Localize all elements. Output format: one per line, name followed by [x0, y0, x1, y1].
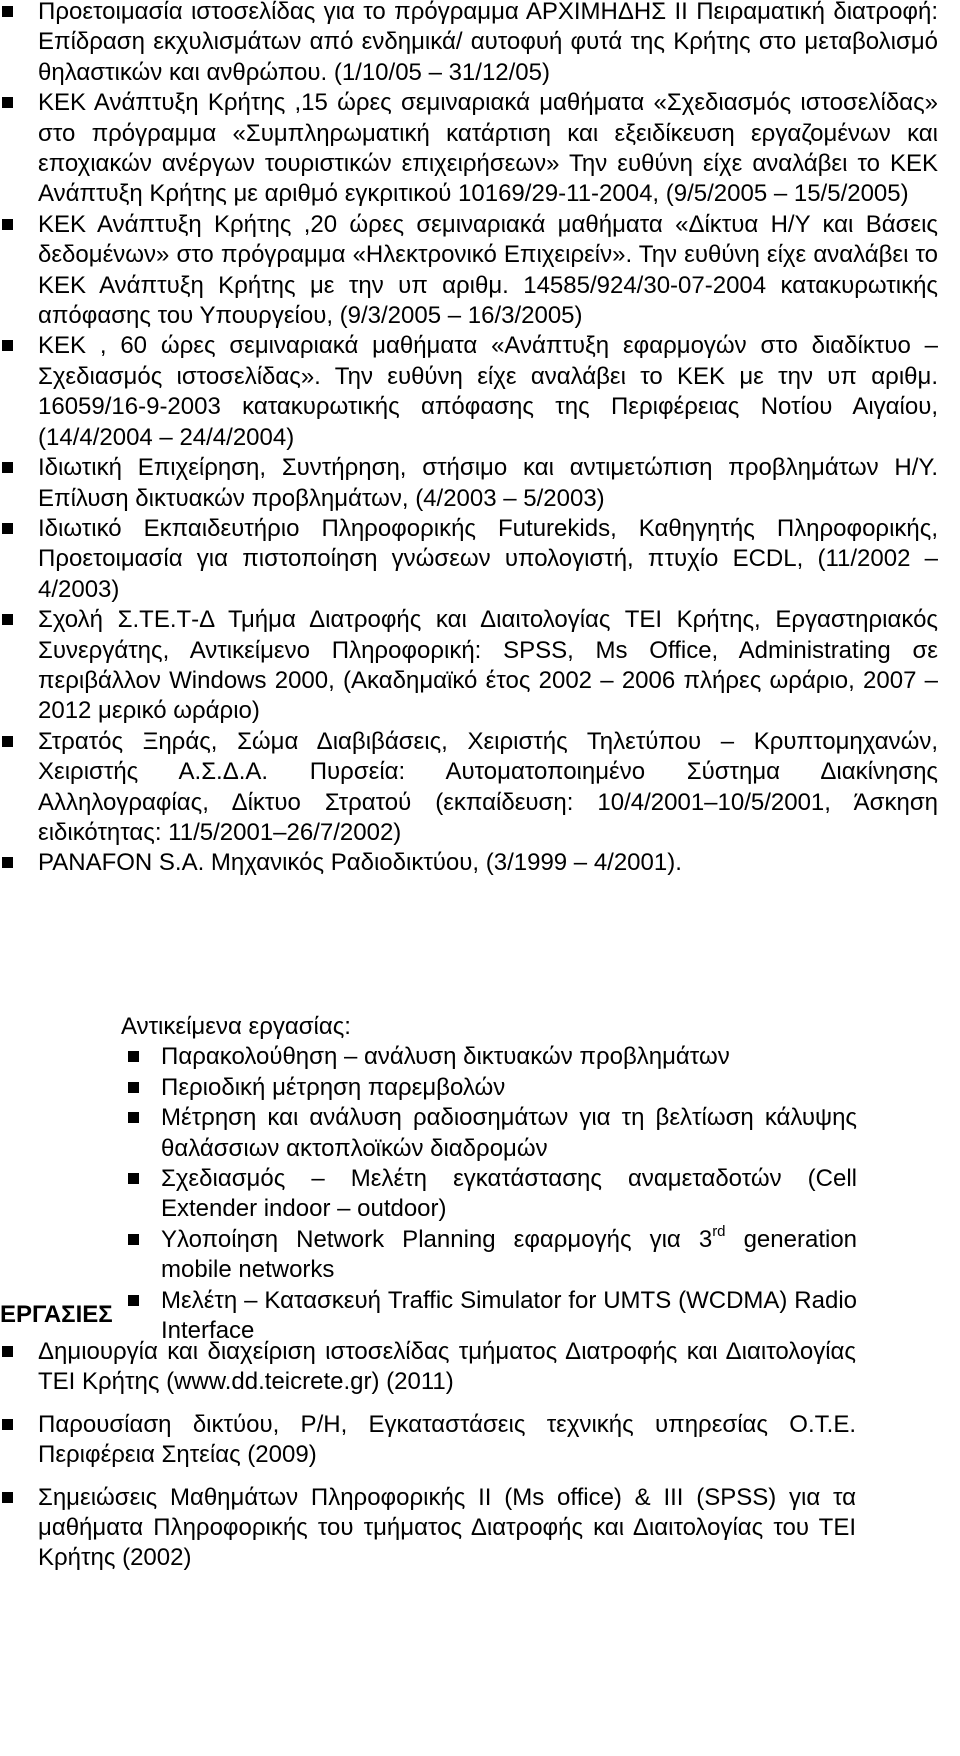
experience-item [38, 210, 938, 332]
experience-item [38, 727, 938, 849]
ordinal-superscript: rd [712, 1222, 726, 1240]
square-bullet-icon [2, 736, 13, 747]
square-bullet-icon [128, 1295, 139, 1306]
work-object-text: Μελέτη – Κατασκευή Traffic Simulator for UMTS (WCDMA) Radio Interface [161, 1286, 857, 1345]
square-bullet-icon [128, 1082, 139, 1093]
work-object-text: Περιοδική μέτρηση παρεμβολών [161, 1073, 506, 1101]
network-planning-text-end: generation mobile networks [161, 1225, 858, 1284]
work-object-item [161, 1042, 857, 1072]
work-objects-list [161, 1042, 857, 1346]
experience-item-text: Σχολή Σ.ΤΕ.Τ-Δ Τμήμα Διατροφής και Διαιτολογίας ΤΕΙ Κρήτης, Εργαστηριακός Συνεργάτης, Αντικείμενο Πληροφορική: SPSS, Ms Office, Administrating σε περιβάλλον Windows 2000, (Ακαδημαϊκό έτος 2002 – 2006 πλήρες ωράριο, 2007 – 2012 μερικό ωράριο) [38, 606, 938, 725]
network-planning-text: Υλοποίηση Network Planning εφαρμογής για 3 [161, 1225, 713, 1253]
works-item [38, 1337, 856, 1398]
work-object-item [161, 1103, 857, 1164]
square-bullet-icon [2, 1346, 13, 1357]
experience-item [38, 88, 938, 210]
square-bullet-icon [2, 1419, 13, 1430]
square-bullet-icon [2, 97, 13, 108]
work-object-text: Μέτρηση και ανάλυση ραδιοσημάτων για τη βελτίωση κάλυψης θαλάσσιων ακτοπλοϊκών διαδρομών [161, 1104, 857, 1162]
works-item-text: Παρουσίαση δικτύου, Ρ/Η, Εγκαταστάσεις τεχνικής υπηρεσίας Ο.Τ.Ε. Περιφέρεια Σητείας (2009) [38, 1410, 856, 1469]
square-bullet-icon [2, 1492, 13, 1503]
square-bullet-icon [2, 857, 13, 868]
works-item [38, 1410, 856, 1471]
works-item-text: Σημειώσεις Μαθημάτων Πληροφορικής ΙΙ (Ms office) & ΙΙΙ (SPSS) για τα μαθήματα Πληροφορικής του τμήματος Διατροφής και Διαιτολογίας του ΤΕΙ Κρήτης (2002) [38, 1483, 856, 1572]
square-bullet-icon [2, 462, 13, 473]
works-list [0, 1337, 960, 1586]
experience-item-text: ΚΕΚ Ανάπτυξη Κρήτης ,20 ώρες σεμιναριακά μαθήματα «Δίκτυα Η/Υ και Βάσεις δεδομένων» στο πρόγραμμα «Ηλεκτρονικό Επιχειρείν». Την ευθύνη είχε αναλάβει το ΚΕΚ Ανάπτυξη Κρήτης με την υπ αριθμ. 14585/924/30-07-2004 κατακυρωτικής απόφασης του Υπουργείου, (9/3/2005 – 16/3/2005) [38, 210, 938, 330]
work-objects-heading: Αντικείμενα εργασίας: [121, 1013, 351, 1040]
experience-item [38, 605, 938, 727]
experience-item [38, 514, 938, 605]
square-bullet-icon [128, 1173, 139, 1184]
experience-item [38, 848, 938, 878]
works-section-title: ΕΡΓΑΣΙΕΣ [0, 1301, 113, 1328]
experience-item-text: Προετοιμασία ιστοσελίδας για το πρόγραμμα ΑΡΧΙΜΗΔΗΣ ΙΙ Πειραματική διατροφή: Επίδραση εκχυλισμάτων από ενδημικά/ αυτοφυή φυτά της Κρήτης στο μεταβολισμό θηλαστικών και ανθρώπου. (1/10/05 – 31/12/05) [38, 0, 938, 86]
experience-item-text: Ιδιωτική Επιχείρηση, Συντήρηση, στήσιμο και αντιμετώπιση προβλημάτων Η/Υ. Επίλυση δικτυακών προβλημάτων, (4/2003 – 5/2003) [38, 454, 938, 512]
experience-item-text: ΚΕΚ , 60 ώρες σεμιναριακά μαθήματα «Ανάπτυξη εφαρμογών στο διαδίκτυο – Σχεδιασμός ιστοσελίδας». Την ευθύνη είχε αναλάβει το ΚΕΚ με την υπ αριθμ. 16059/16-9-2003 κατακυρωτικής απόφασης της Περιφέρειας Νοτίου Αιγαίου, (14/4/2004 – 24/4/2004) [38, 332, 938, 451]
experience-item [38, 453, 938, 514]
square-bullet-icon [2, 614, 13, 625]
work-object-item [161, 1164, 857, 1225]
square-bullet-icon [128, 1051, 139, 1062]
work-object-text: Σχεδιασμός – Μελέτη εγκατάστασης αναμεταδοτών (Cell Extender indoor – outdoor) [161, 1165, 857, 1223]
work-object-text [161, 1222, 858, 1286]
square-bullet-icon [128, 1234, 139, 1245]
works-item [38, 1483, 856, 1574]
work-object-text: Παρακολούθηση – ανάλυση δικτυακών προβλημάτων [161, 1043, 730, 1071]
experience-item-text: PANAFON S.A. Μηχανικός Ραδιοδικτύου, (3/1999 – 4/2001). [38, 849, 682, 877]
experience-item-text: Στρατός Ξηράς, Σώμα Διαβιβάσεις, Χειριστής Τηλετύπου – Κρυπτομηχανών, Χειριστής Α.Σ.Δ.Α. Πυρσεία: Αυτοματοποιημένο Σύστημα Διακίνησης Αλληλογραφίας, Δίκτυο Στρατού (εκπαίδευση: 10/4/2001–10/5/2001, Άσκηση ειδικότητας: 11/5/2001–26/7/2002) [38, 727, 938, 846]
work-object-item [161, 1073, 857, 1103]
experience-item [38, 0, 938, 88]
experience-item-text: ΚΕΚ Ανάπτυξη Κρήτης ,15 ώρες σεμιναριακά μαθήματα «Σχεδιασμός ιστοσελίδας» στο πρόγραμμα «Συμπληρωματική κατάρτιση και εξειδίκευση εργαζομένων και εποχιακών ανέργων τουριστικών επιχειρήσεων» Την ευθύνη είχε αναλάβει το ΚΕΚ Ανάπτυξη Κρήτης με αριθμό εγκριτικού 10169/29-11-2004, (9/5/2005 – 15/5/2005) [38, 89, 938, 208]
works-item-text: Δημιουργία και διαχείριση ιστοσελίδας τμήματος Διατροφής και Διαιτολογίας ΤΕΙ Κρήτης (www.dd.teicrete.gr) (2011) [38, 1338, 856, 1396]
square-bullet-icon [2, 523, 13, 534]
experience-item-text: Ιδιωτικό Εκπαιδευτήριο Πληροφορικής Futurekids, Καθηγητής Πληροφορικής, Προετοιμασία για πιστοποίηση γνώσεων υπολογιστή, πτυχίο ECDL, (11/2002 – 4/2003) [38, 514, 938, 603]
experience-item [38, 331, 938, 453]
square-bullet-icon [2, 219, 13, 230]
square-bullet-icon [2, 340, 13, 351]
square-bullet-icon [2, 6, 13, 17]
square-bullet-icon [128, 1112, 139, 1123]
work-object-item [161, 1222, 858, 1286]
